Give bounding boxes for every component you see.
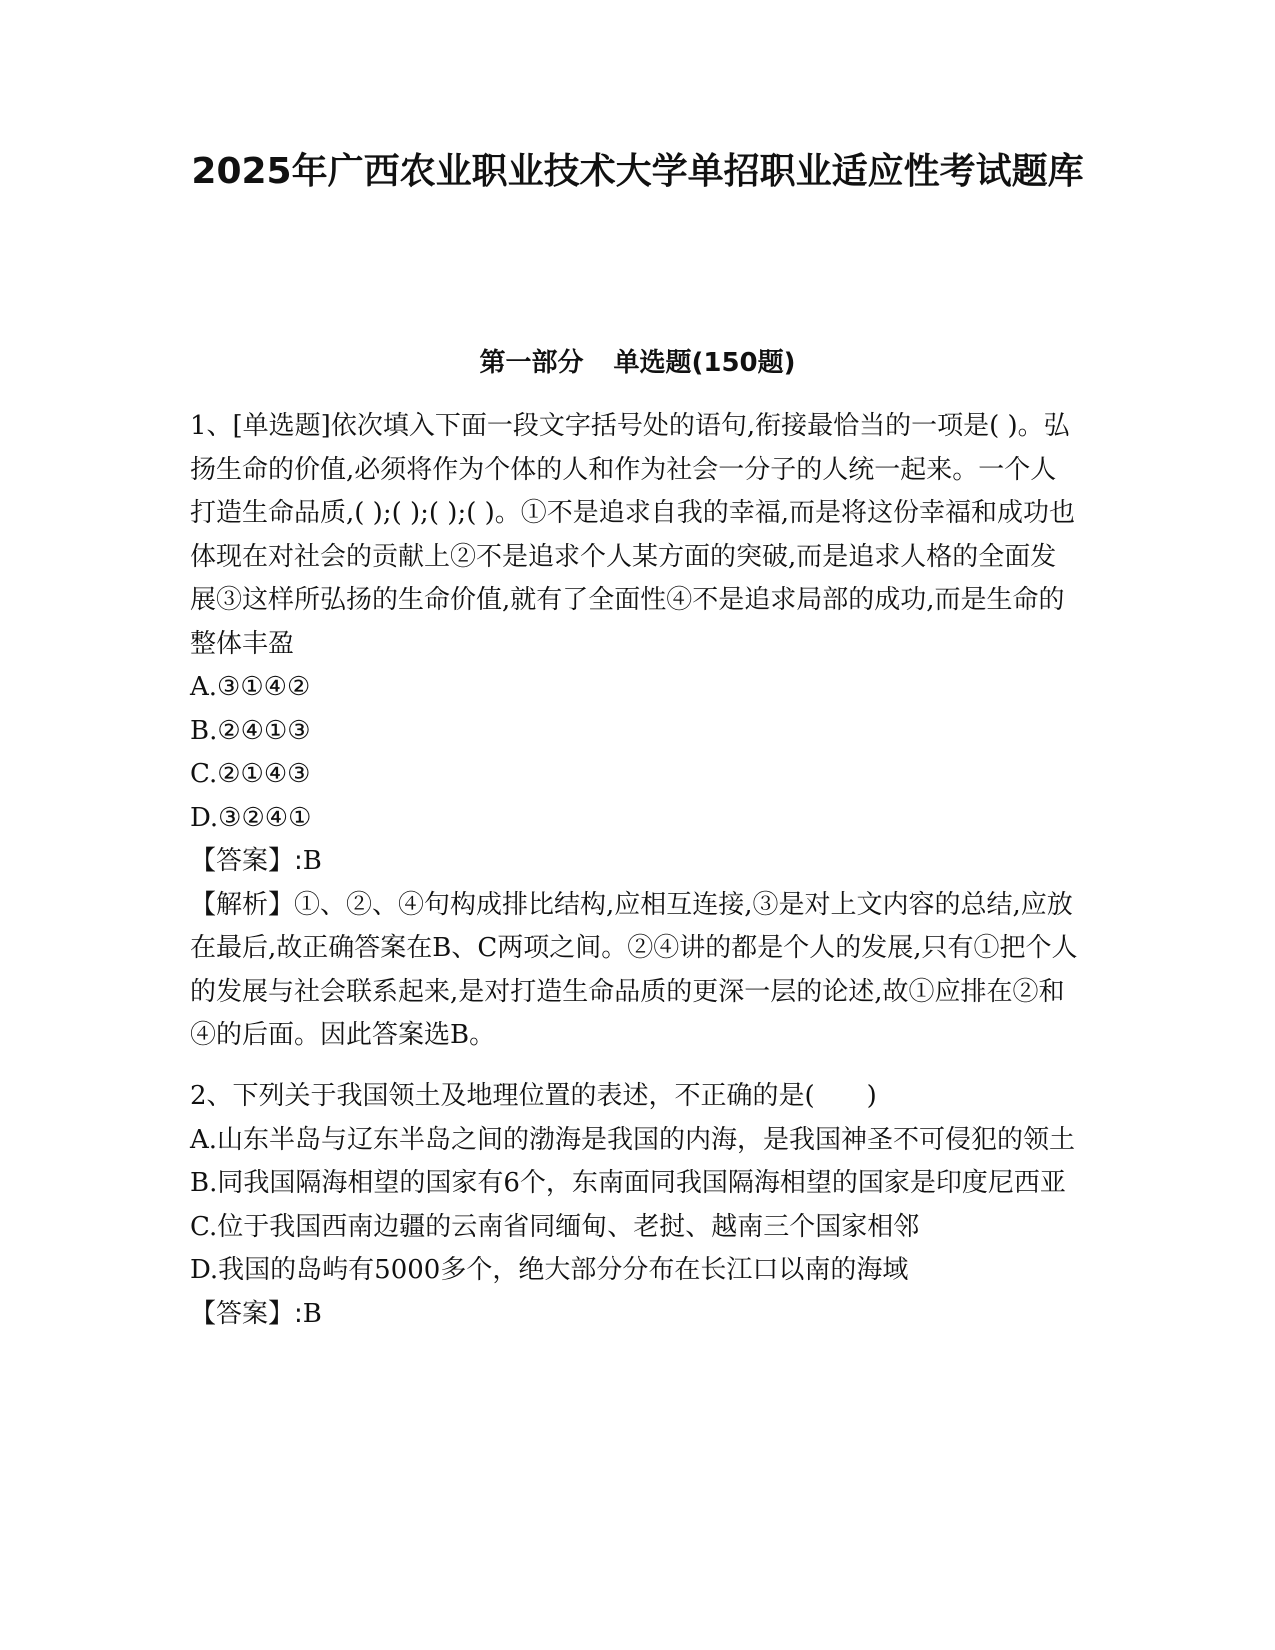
option-c: C.②①④③ [190,759,311,789]
option-c: C.位于我国西南边疆的云南省同缅甸、老挝、越南三个国家相邻 [190,1211,920,1242]
question-2 [190,1075,1080,1336]
section-heading [150,345,1125,381]
answer-line [190,840,1080,884]
question-1 [190,405,1080,1058]
answer-label: 【答案】: [190,1298,303,1329]
option-a: A.山东半岛与辽东半岛之间的渤海是我国的内海，是我国神圣不可侵犯的领土 [190,1124,1076,1155]
analysis-text: ①、②、④句构成排比结构,应相互连接,③是对上文内容的总结,应放在最后,故正确答案在B、C两项之间。②④讲的都是个人的发展,只有①把个人的发展与社会联系起来,是对打造生命品质的更深一层的论述,故①应排在②和④的后面。因此答案选B。 [190,889,1078,1050]
option-b: B.②④①③ [190,715,311,746]
option-d: D.③②④① [190,802,312,833]
answer-line [190,1293,1080,1337]
section-title: 单选题(150题) [613,348,796,378]
question-stem: 2、下列关于我国领土及地理位置的表述，不正确的是( ) [190,1081,877,1111]
analysis-line [190,884,1080,1058]
answer-label: 【答案】: [190,846,303,876]
answer-value: B [302,846,322,876]
option-d: D.我国的岛屿有5000多个，绝大部分分布在长江口以南的海域 [190,1255,909,1285]
option-b: B.同我国隔海相望的国家有6个，东南面同我国隔海相望的国家是印度尼西亚 [190,1168,1066,1198]
option-a: A.③①④② [190,672,311,702]
section-name: 第一部分 [479,348,584,378]
answer-value: B [302,1298,322,1329]
question-stem: 1、[单选题]依次填入下面一段文字括号处的语句,衔接最恰当的一项是( )。弘扬生命的价值,必须将作为个体的人和作为社会一分子的人统一起来。一个人打造生命品质,( );( );( );( )。①不是追求自我的幸福,而是将这份幸福和成功也体现在对社会的贡献上②不是追求个人某方面的突破,而是追求人格的全面发展③这样所弘扬的生命价值,就有了全面性④不是追求局部的成功,而是生命的整体丰盈 [190,411,1076,659]
document-title: 2025年广西农业职业技术大学单招职业适应性考试题库 [191,151,1084,192]
analysis-label: 【解析】 [190,889,295,920]
